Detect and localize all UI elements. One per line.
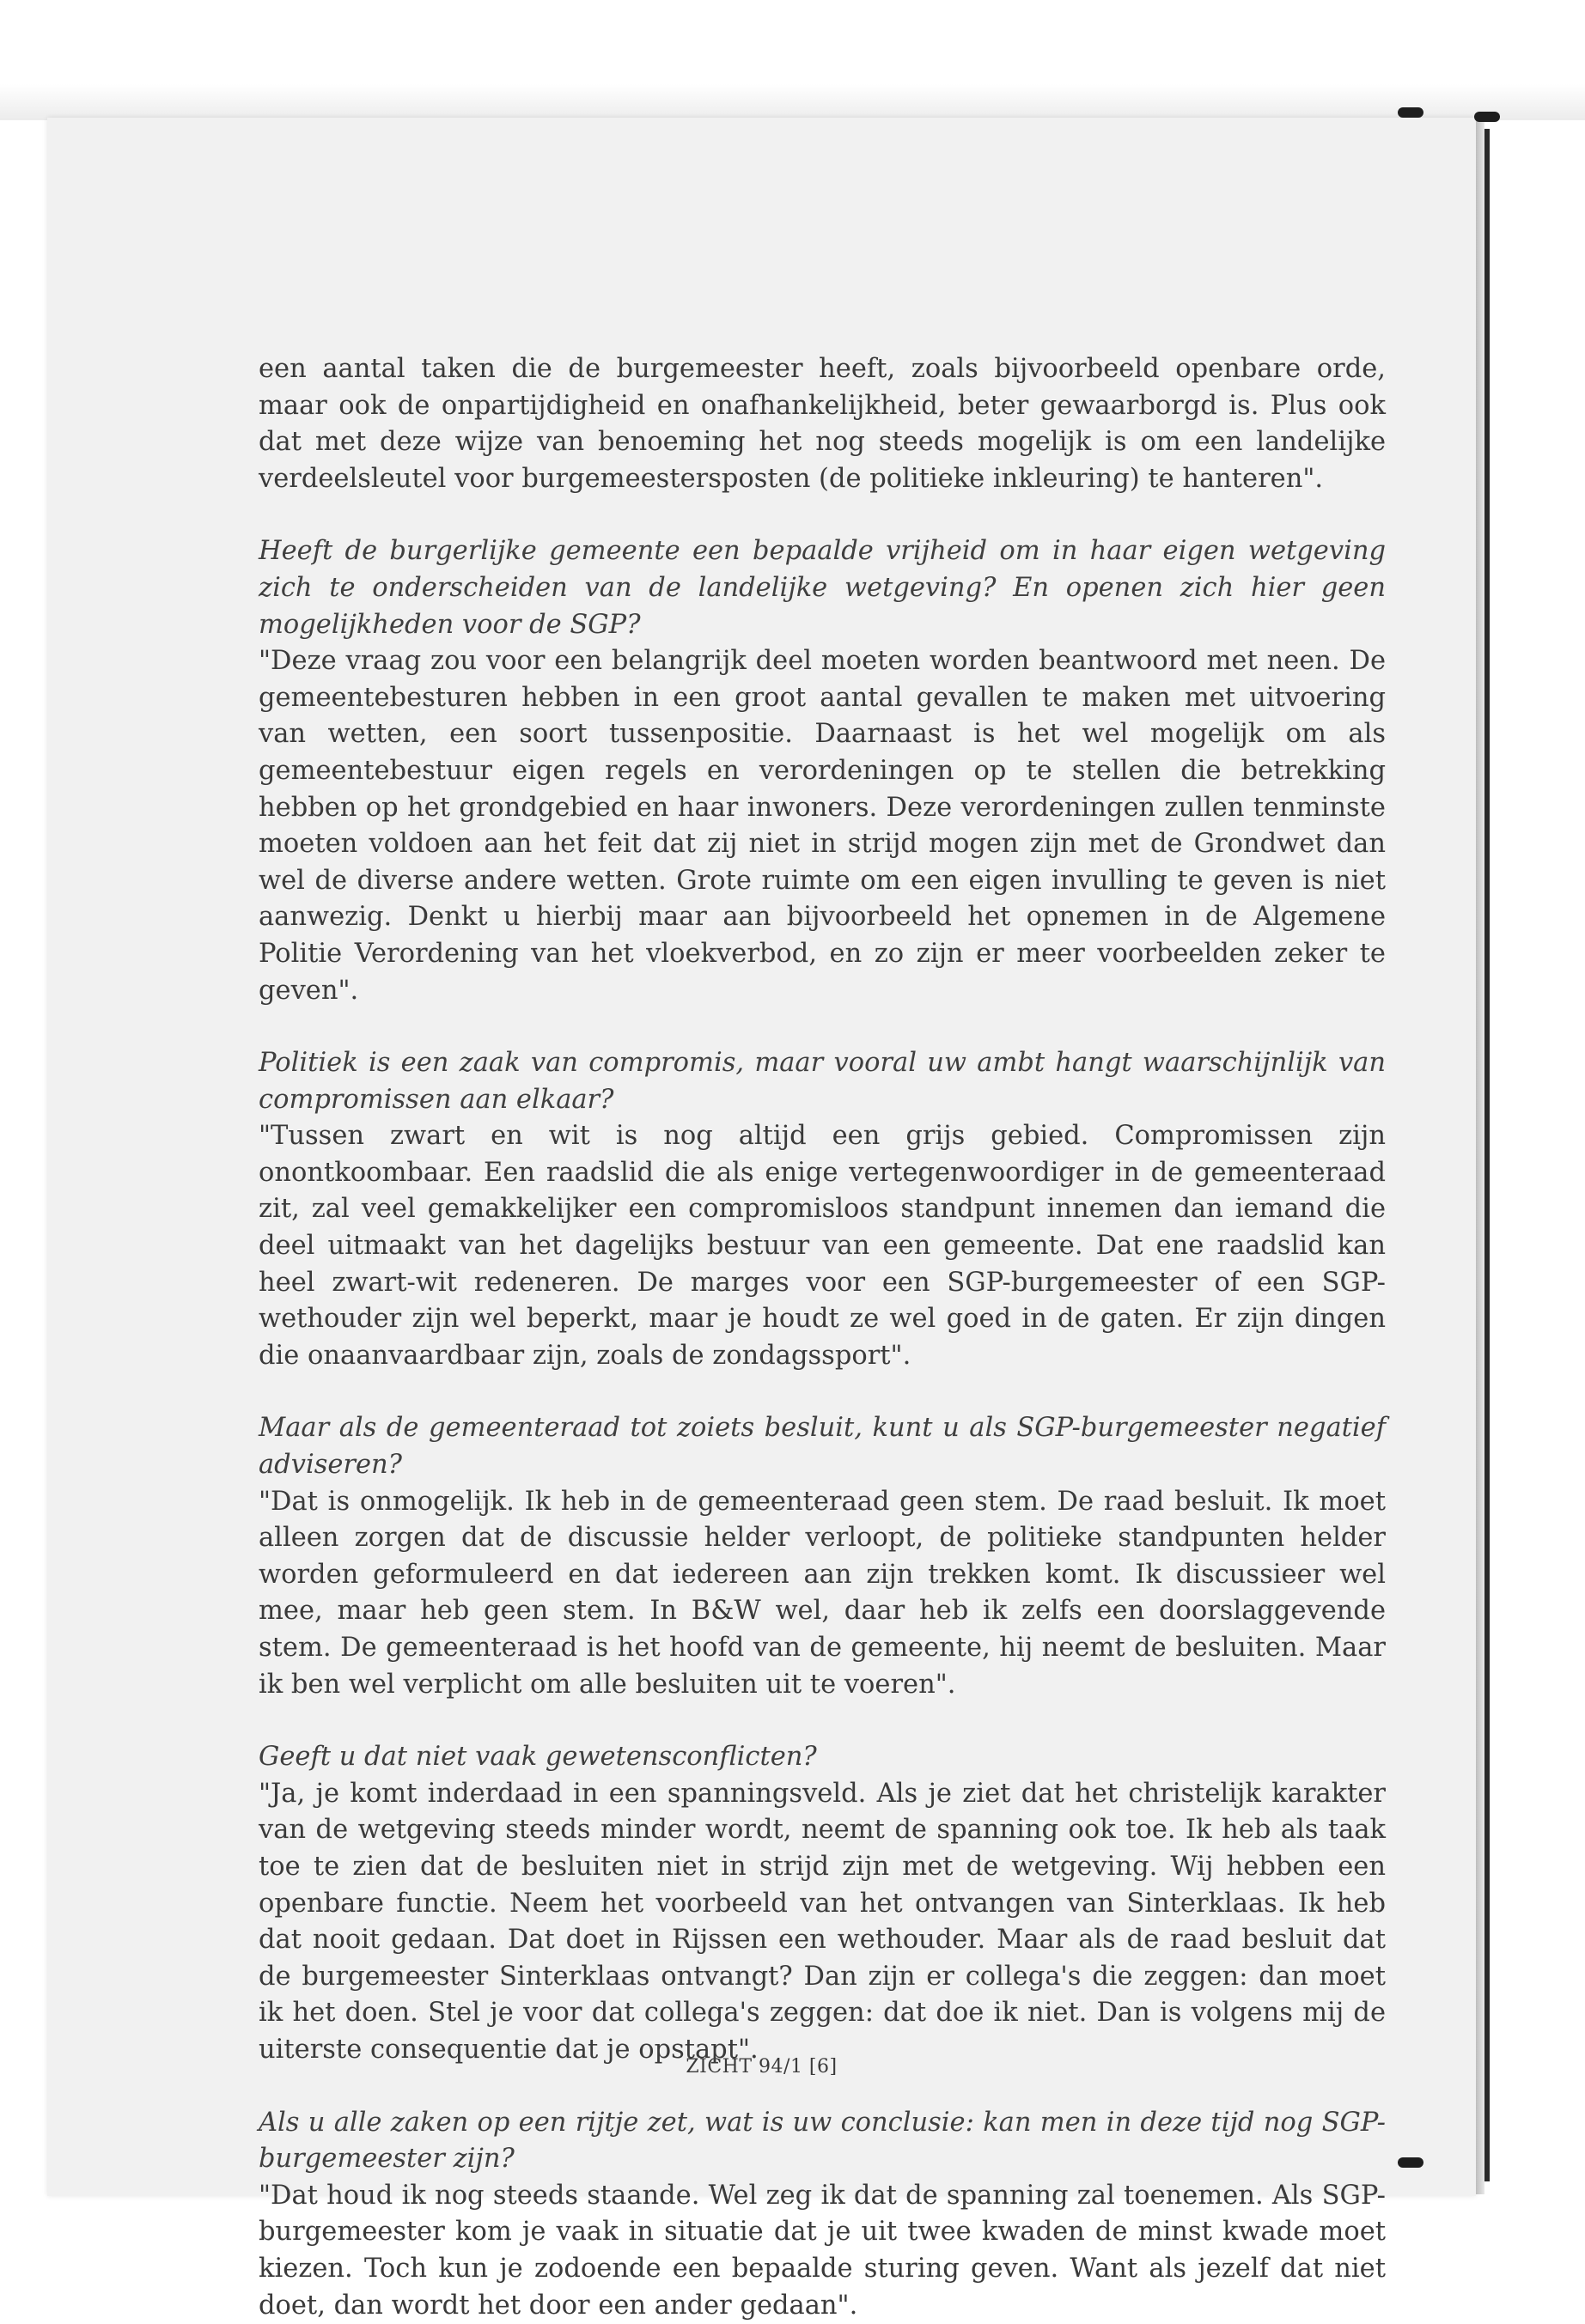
scan-background — [0, 0, 1585, 120]
answer-paragraph-6: "Dat houd ik nog steeds staande. Wel zeg ik dat de spanning zal toenemen. Als SGP-burgemeester kom je vaak in situatie dat je uit twee kwaden de minst kwade moet kiezen. Toch kun je zodoende een bepaalde sturing geven. Want als jezelf dat niet doet, dan wordt het door een ander gedaan". — [259, 2180, 1386, 2321]
interview-question-1: Heeft de burgerlijke gemeente een bepaalde vrijheid om in haar eigen wetgeving zich te onderscheiden van de landelijke wetgeving? En openen zich hier geen mogelijkheden voor de SGP? — [259, 536, 1386, 640]
binder-spine — [1484, 129, 1490, 2181]
interview-question-3: Maar als de gemeenteraad tot zoiets besluit, kunt u als SGP-burgemeester negatief adviseren? — [259, 1413, 1386, 1481]
interview-question-2: Politiek is een zaak van compromis, maar vooral uw ambt hangt waarschijnlijk van compromissen aan elkaar? — [259, 1048, 1386, 1115]
interview-question-4: Geeft u dat niet vaak gewetensconflicten? — [259, 1742, 817, 1773]
answer-paragraph-2: "Deze vraag zou voor een belangrijk deel moeten worden beantwoord met neen. De gemeentebesturen hebben in een groot aantal gevallen te maken met uitvoering van wetten, een soort tussenpositie. Daarnaast is het wel mogelijk om als gemeentebestuur eigen regels en verordeningen op te stellen die betrekking hebben op het grondgebied en haar inwoners. Deze verordeningen zullen tenminste moeten voldoen aan het feit dat zij niet in strijd mogen zijn met de Grondwet dan wel de diverse andere wetten. Grote ruimte om een eigen invulling te geven is niet aanwezig. Denkt u hierbij maar aan bijvoorbeeld het opnemen in de Algemene Politie Verordening van het vloekverbod, en zo zijn er meer voorbeelden zeker te geven". — [259, 646, 1386, 1006]
answer-paragraph-5: "Ja, je komt inderdaad in een spanningsveld. Als je ziet dat het christelijk karakter van de wetgeving steeds minder wordt, neemt de spanning ook toe. Ik heb als taak toe te zien dat de besluiten niet in strijd zijn met de wetgeving. Wij hebben een openbare functie. Neem het voorbeeld van het ontvangen van Sinterklaas. Ik heb dat nooit gedaan. Dat doet in Rijssen een wethouder. Maar als de raad besluit dat de burgemeester Sinterklaas ontvangt? Dan zijn er collega's die zeggen: dan moet ik het doen. Stel je voor dat collega's zeggen: dat doe ik niet. Dan is volgens mij de uiterste consequentie dat je opstapt". — [259, 1778, 1386, 2065]
page-edge — [1476, 120, 1484, 2194]
binder-clip-top-left — [1398, 107, 1423, 118]
answer-paragraph-4: "Dat is onmogelijk. Ik heb in de gemeenteraad geen stem. De raad besluit. Ik moet alleen zorgen dat de discussie helder verloopt, de politieke standpunten helder worden geformuleerd en dat iedereen aan zijn trekken komt. Ik discussieer wel mee, maar heb geen stem. In B&W wel, daar heb ik zelfs een doorslaggevende stem. De gemeenteraad is het hoofd van de gemeente, hij neemt de besluiten. Maar ik ben wel verplicht om alle besluiten uit te voeren". — [259, 1486, 1386, 1700]
answer-paragraph-1: een aantal taken die de burgemeester heeft, zoals bijvoorbeeld openbare orde, maar ook de onpartijdigheid en onafhankelijkheid, beter gewaarborgd is. Plus ook dat met deze wijze van benoeming het nog steeds mogelijk is om een landelijke verdeelsleutel voor burgemeestersposten (de politieke inkleuring) te hanteren". — [259, 354, 1386, 494]
binder-clip-bottom — [1398, 2157, 1423, 2168]
document-page — [47, 118, 1476, 2321]
article-body — [259, 351, 1386, 2324]
answer-paragraph-3: "Tussen zwart en wit is nog altijd een grijs gebied. Compromissen zijn onontkoombaar. Een raadslid die als enige vertegenwoordiger in de gemeenteraad zit, zal veel gemakkelijker een compromisloos standpunt innemen dan iemand die deel uitmaakt van het dagelijks bestuur van een gemeente. Dat ene raadslid kan heel zwart-wit redeneren. De marges voor een SGP-burgemeester of een SGP-wethouder zijn wel beperkt, maar je houdt ze wel goed in de gaten. Er zijn dingen die onaanvaardbaar zijn, zoals de zondagssport". — [259, 1121, 1386, 1371]
binder-clip-top-right — [1474, 112, 1500, 122]
page-footer: ZICHT 94/1 [6] — [686, 2056, 838, 2078]
interview-question-5: Als u alle zaken op een rijtje zet, wat is uw conclusie: kan men in deze tijd nog SGP-burgemeester zijn? — [259, 2107, 1386, 2175]
